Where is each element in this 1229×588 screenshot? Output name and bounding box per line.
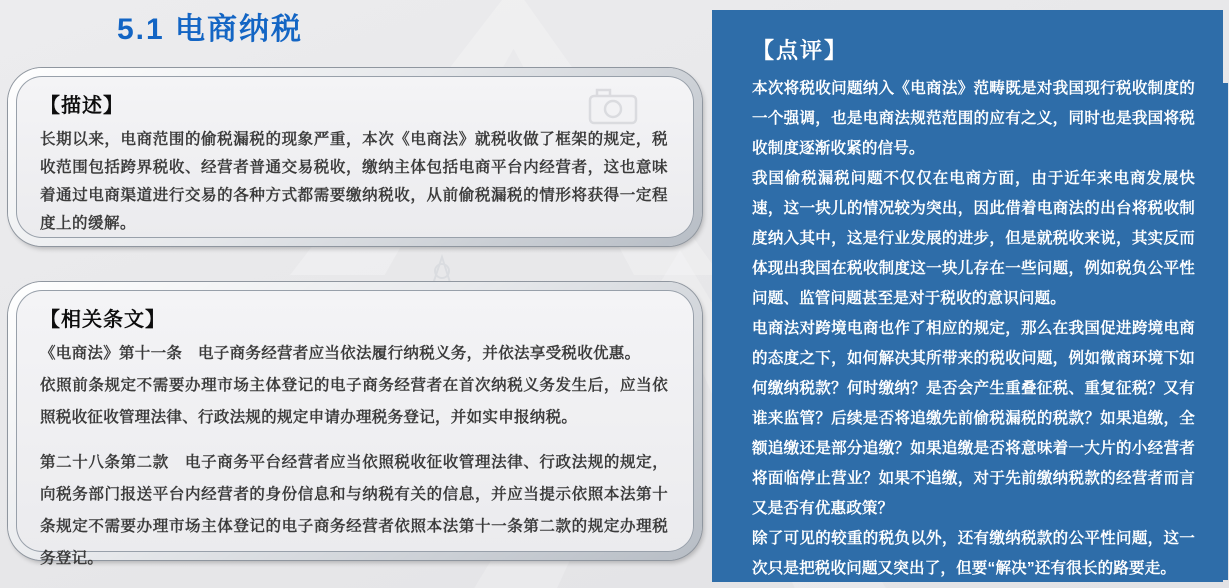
article-paragraph-1: 《电商法》第十一条 电子商务经营者应当依法履行纳税义务，并依法享受税收优惠。 bbox=[40, 345, 641, 362]
panel-step-edge bbox=[1223, 83, 1228, 580]
articles-heading: 【相关条文】 bbox=[40, 309, 166, 331]
commentary-panel bbox=[712, 10, 1223, 582]
commentary-paragraph-1: 本次将税收问题纳入《电商法》范畴既是对我国现行税收制度的一个强调，也是电商法规范范围的应有之义，同时也是我国将税收制度逐渐收紧的信号。 bbox=[752, 80, 1195, 157]
articles-card bbox=[8, 282, 702, 567]
articles-body bbox=[40, 338, 668, 575]
commentary-paragraph-2: 我国偷税漏税问题不仅仅在电商方面，由于近年来电商发展快速，这一块儿的情况较为突出，因此借着电商法的出台将税收制度纳入其中，这是行业发展的进步，但是就税收来说，其实反而体现出我国在税收制度这一块儿存在一些问题，例如税负公平性问题、监管问题甚至是对于税收的意识问题。 bbox=[752, 170, 1195, 307]
commentary-heading: 【点评】 bbox=[752, 38, 849, 63]
description-card-inner bbox=[16, 76, 694, 238]
camera-icon bbox=[588, 86, 638, 126]
description-heading: 【描述】 bbox=[40, 95, 124, 117]
articles-card-inner bbox=[16, 290, 694, 567]
commentary-paragraph-3: 电商法对跨境电商也作了相应的规定，那么在我国促进跨境电商的态度之下，如何解决其所带来的税收问题，例如微商环境下如何缴纳税款？何时缴纳？是否会产生重叠征税、重复征税？又有谁来监管？后续是否将追缴先前偷税漏税的税款？如果追缴，全额追缴还是部分追缴？如果追缴是否将意味着一大片的小经营者将面临停止营业？如果不追缴，对于先前缴纳税款的经营者而言又是否有优惠政策？ bbox=[752, 320, 1195, 517]
article-paragraph-3: 第二十八条第二款 电子商务平台经营者应当依照税收征收管理法律、行政法规的规定，向税务部门报送平台内经营者的身份信息和与纳税有关的信息，并应当提示依照本法第十条规定不需要办理市场主体登记的电子商务经营者依照本法第十一条第二款的规定办理税务登记。 bbox=[40, 454, 668, 567]
article-paragraph-2: 依照前条规定不需要办理市场主体登记的电子商务经营者在首次纳税义务发生后，应当依照税收征收管理法律、行政法规的规定申请办理税务登记，并如实申报纳税。 bbox=[40, 377, 668, 426]
description-card bbox=[8, 68, 702, 246]
commentary-body bbox=[752, 74, 1195, 584]
description-body: 长期以来，电商范围的偷税漏税的现象严重，本次《电商法》就税收做了框架的规定，税收范围包括跨界税收、经营者普通交易税收，缴纳主体包括电商平台内经营者，这也意味着通过电商渠道进行交易的各种方式都需要缴纳税收，从前偷税漏税的情形将获得一定程度上的缓解。 bbox=[40, 131, 668, 232]
page-title: 5.1 电商纳税 bbox=[117, 13, 304, 46]
commentary-paragraph-4: 除了可见的较重的税负以外，还有缴纳税款的公平性问题，这一次只是把税收问题又突出了，但要“解决”还有很长的路要走。 bbox=[752, 530, 1195, 577]
